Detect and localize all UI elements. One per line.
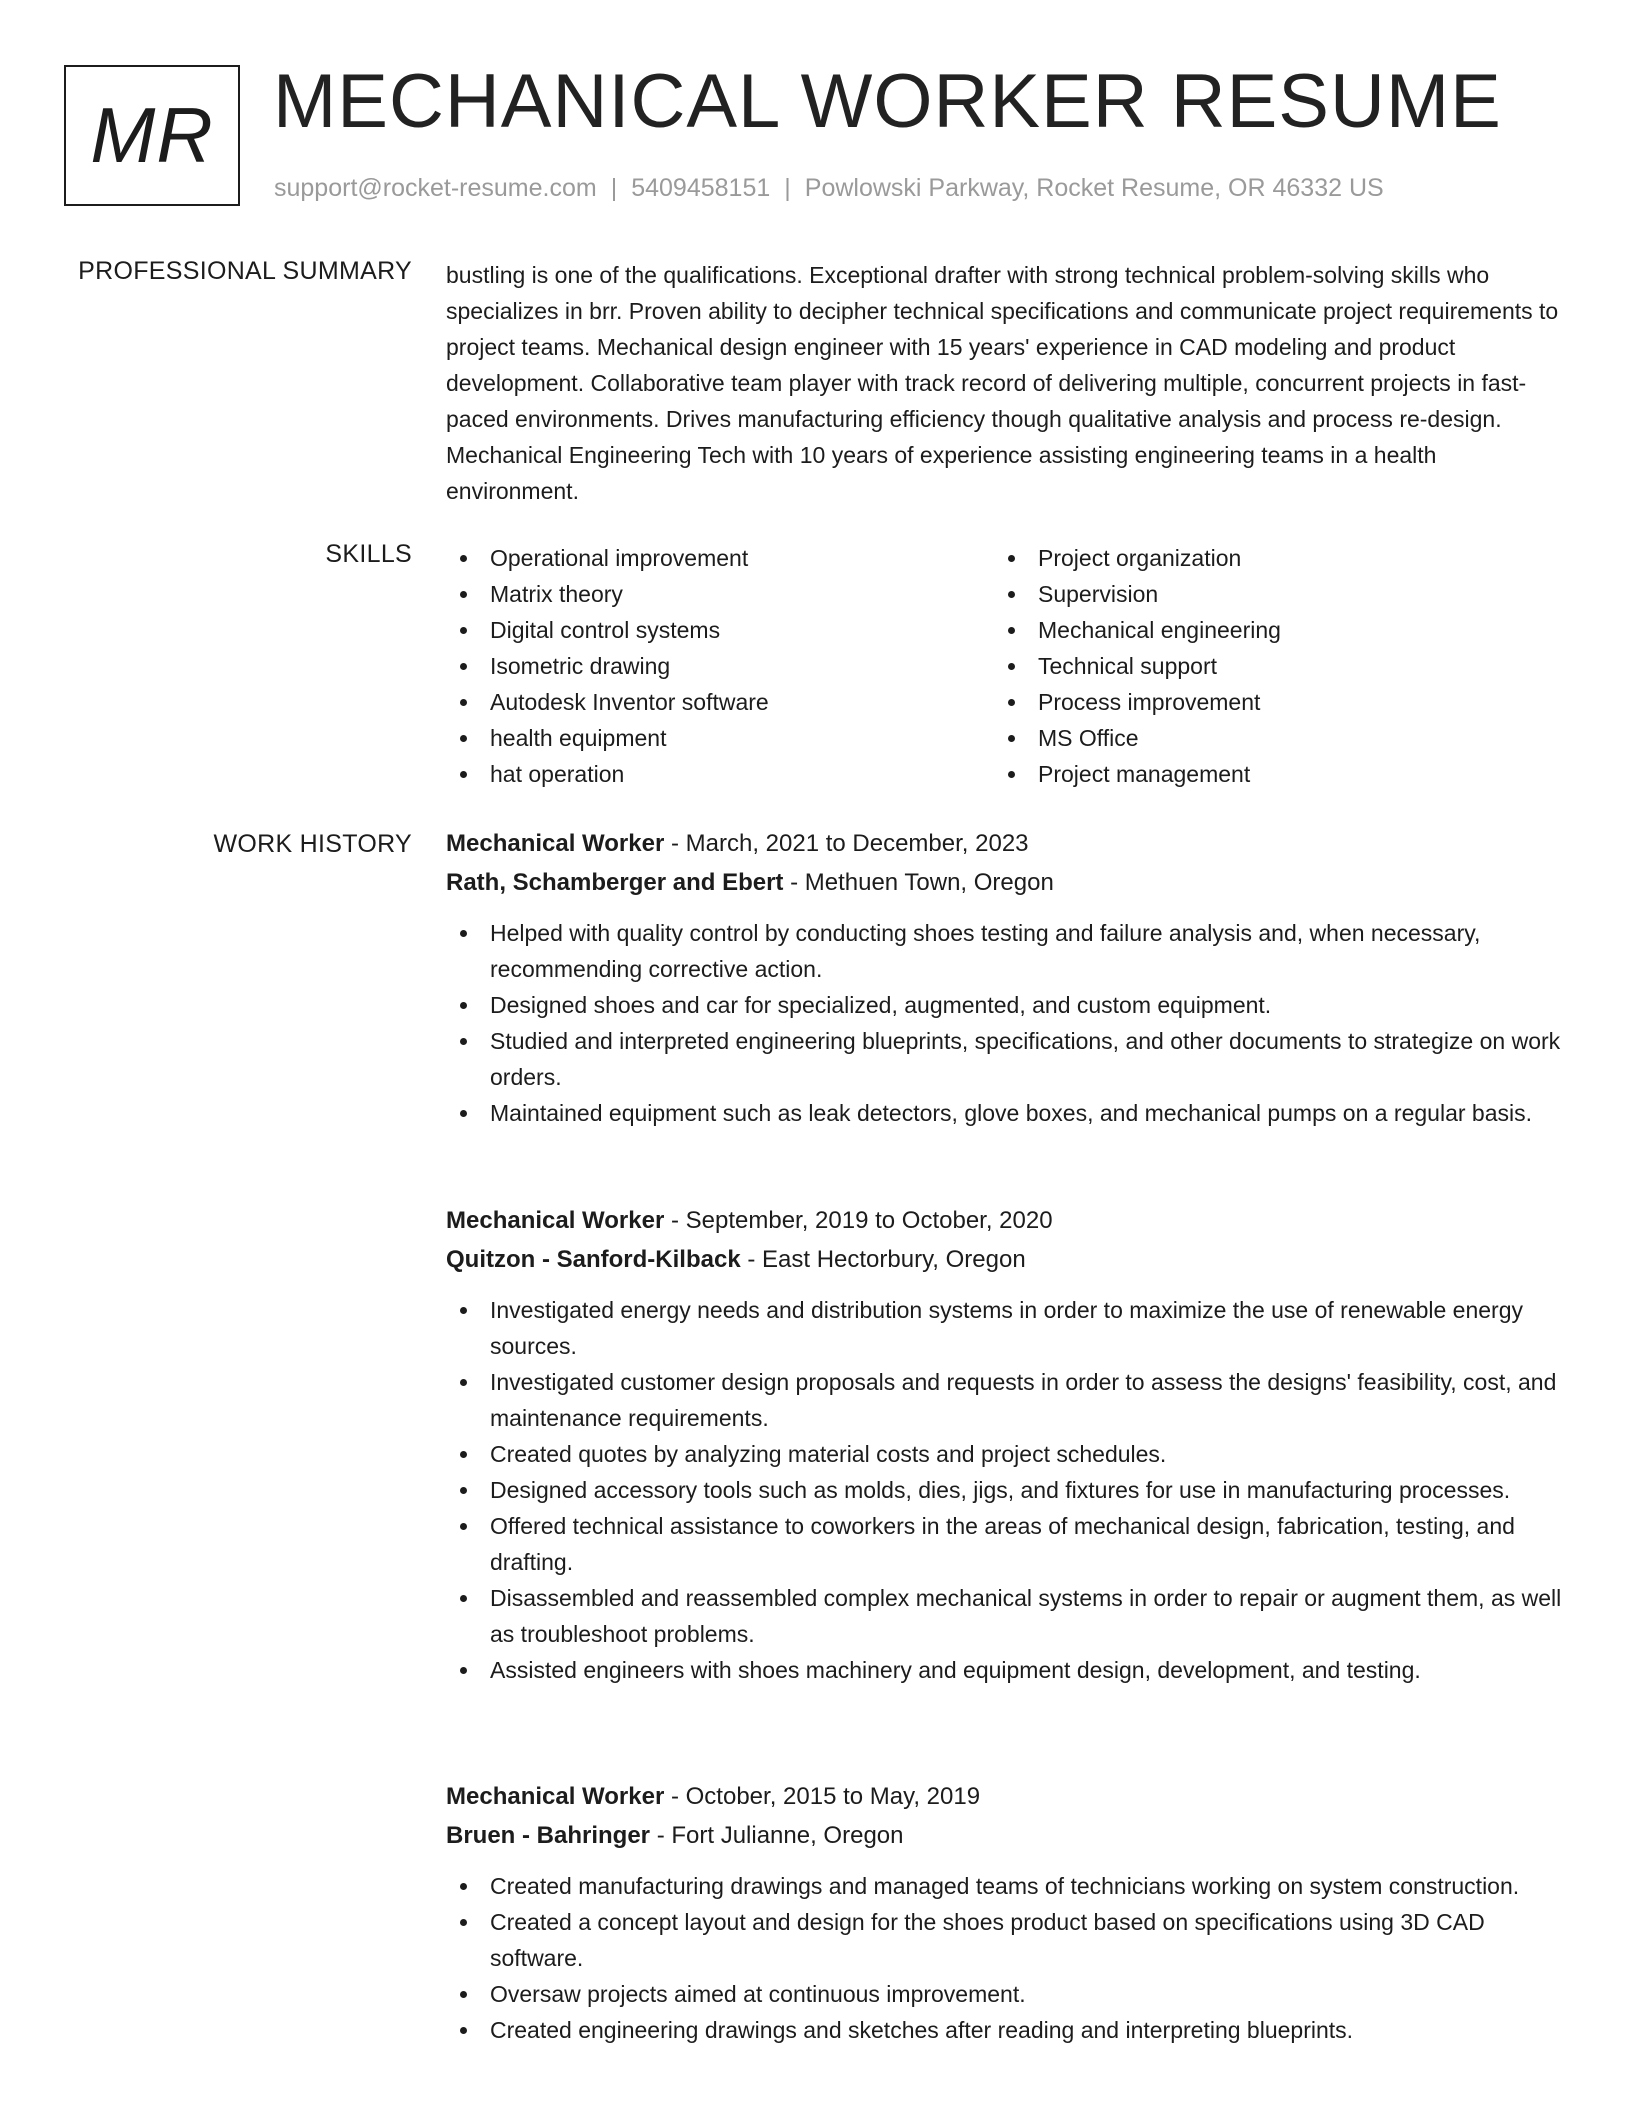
skill-item: Isometric drawing: [446, 648, 994, 684]
contact-phone[interactable]: 5409458151: [631, 174, 771, 202]
skills-heading: SKILLS: [325, 540, 412, 568]
skill-item: Technical support: [994, 648, 1542, 684]
job-location: Fort Julianne, Oregon: [671, 1822, 904, 1849]
job-dates: September, 2019 to October, 2020: [685, 1207, 1053, 1234]
job-dates: October, 2015 to May, 2019: [685, 1783, 981, 1810]
job-company: Quitzon - Sanford-Kilback: [446, 1246, 741, 1273]
monogram-badge: MR: [64, 65, 240, 206]
resume-title: MECHANICAL WORKER RESUME: [273, 59, 1502, 144]
job-company: Bruen - Bahringer: [446, 1822, 651, 1849]
contact-email[interactable]: support@rocket-resume.com: [274, 174, 597, 202]
duty-item: Offered technical assistance to coworkers in the areas of mechanical design, fabrication, testing, and drafting.: [446, 1508, 1570, 1580]
duty-item: Investigated customer design proposals and requests in order to assess the designs' feasibility, cost, and maintenance requirements.: [446, 1364, 1570, 1436]
work-history-heading: WORK HISTORY: [213, 830, 412, 858]
skill-item: Project organization: [994, 540, 1542, 576]
job-company: Rath, Schamberger and Ebert: [446, 869, 784, 896]
job-title-line: Mechanical Worker - March, 2021 to December, 2023: [446, 830, 1029, 857]
skill-item: Autodesk Inventor software: [446, 684, 994, 720]
duty-item: Created manufacturing drawings and managed teams of technicians working on system construction.: [446, 1868, 1570, 1904]
duty-item: Created engineering drawings and sketches after reading and interpreting blueprints.: [446, 2012, 1570, 2048]
duty-item: Maintained equipment such as leak detectors, glove boxes, and mechanical pumps on a regular basis.: [446, 1095, 1570, 1131]
skill-item: Project management: [994, 756, 1542, 792]
skill-item: Mechanical engineering: [994, 612, 1542, 648]
job-company-line: Bruen - Bahringer - Fort Julianne, Oregon: [446, 1822, 904, 1849]
skill-item: MS Office: [994, 720, 1542, 756]
job-title: Mechanical Worker: [446, 830, 665, 857]
skills-column-right: [994, 540, 1542, 792]
job-location: Methuen Town, Oregon: [804, 869, 1054, 896]
resume-header: [64, 59, 1592, 214]
job-company-line: Quitzon - Sanford-Kilback - East Hectorbury, Oregon: [446, 1246, 1026, 1273]
skill-item: Operational improvement: [446, 540, 994, 576]
job-duties: [446, 1868, 1570, 2048]
skill-item: health equipment: [446, 720, 994, 756]
job-dates: March, 2021 to December, 2023: [685, 830, 1029, 857]
summary-heading: PROFESSIONAL SUMMARY: [78, 257, 412, 285]
duty-item: Disassembled and reassembled complex mechanical systems in order to repair or augment them, as well as troubleshoot problems.: [446, 1580, 1570, 1652]
contact-line: [274, 174, 1384, 203]
job-title-line: Mechanical Worker - September, 2019 to October, 2020: [446, 1207, 1053, 1234]
job-entry: [446, 1777, 1570, 2048]
duty-item: Assisted engineers with shoes machinery and equipment design, development, and testing.: [446, 1652, 1570, 1688]
summary-text: bustling is one of the qualifications. Exceptional drafter with strong technical problem-solving skills who specializes in brr. Proven ability to decipher technical specifications and communicate project requirements to project teams. Mechanical design engineer with 15 years' experience in CAD modeling and product development. Collaborative team player with track record of delivering multiple, concurrent projects in fast-paced environments. Drives manufacturing efficiency though qualitative analysis and process re-design. Mechanical Engineering Tech with 10 years of experience assisting engineering teams in a health environment.: [446, 262, 1559, 504]
skill-item: Matrix theory: [446, 576, 994, 612]
job-duties: [446, 915, 1570, 1131]
skill-item: Supervision: [994, 576, 1542, 612]
duty-item: Created a concept layout and design for the shoes product based on specifications using 3D CAD software.: [446, 1904, 1570, 1976]
duty-item: Oversaw projects aimed at continuous improvement.: [446, 1976, 1570, 2012]
skills-column-left: [446, 540, 994, 792]
job-company-line: Rath, Schamberger and Ebert - Methuen Town, Oregon: [446, 869, 1054, 896]
job-title-line: Mechanical Worker - October, 2015 to May, 2019: [446, 1783, 981, 1810]
job-title: Mechanical Worker: [446, 1783, 665, 1810]
job-entry: [446, 824, 1570, 1131]
job-title: Mechanical Worker: [446, 1207, 665, 1234]
skills-list: [446, 540, 1570, 792]
contact-separator: |: [610, 174, 618, 202]
duty-item: Investigated energy needs and distribution systems in order to maximize the use of renewable energy sources.: [446, 1292, 1570, 1364]
duty-item: Designed accessory tools such as molds, dies, jigs, and fixtures for use in manufacturing processes.: [446, 1472, 1570, 1508]
skill-item: hat operation: [446, 756, 994, 792]
contact-address: Powlowski Parkway, Rocket Resume, OR 46332 US: [804, 174, 1384, 202]
skill-item: Process improvement: [994, 684, 1542, 720]
duty-item: Designed shoes and car for specialized, augmented, and custom equipment.: [446, 987, 1570, 1023]
contact-separator: |: [784, 174, 791, 202]
duty-item: Helped with quality control by conducting shoes testing and failure analysis and, when necessary, recommending corrective action.: [446, 915, 1570, 987]
duty-item: Studied and interpreted engineering blueprints, specifications, and other documents to strategize on work orders.: [446, 1023, 1570, 1095]
duty-item: Created quotes by analyzing material costs and project schedules.: [446, 1436, 1570, 1472]
job-entry: [446, 1201, 1570, 1688]
skill-item: Digital control systems: [446, 612, 994, 648]
job-duties: [446, 1292, 1570, 1688]
job-location: East Hectorbury, Oregon: [762, 1246, 1026, 1273]
